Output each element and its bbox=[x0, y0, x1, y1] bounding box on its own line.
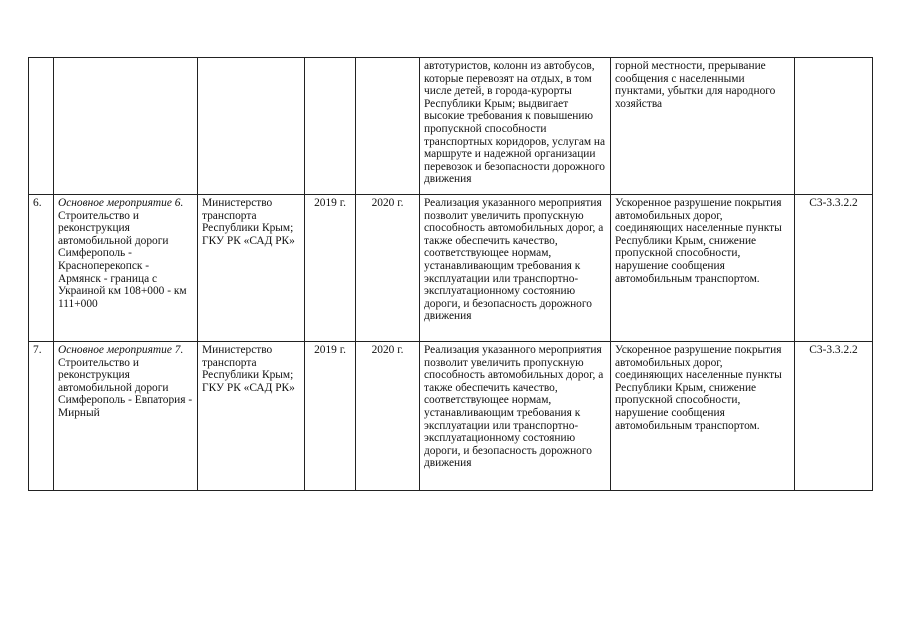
consequences-cell: Ускоренное разрушение покрытия автомобильных дорог, соединяющих населенные пункты Республики Крым, снижение пропускной способности, нарушение сообщения автомобильным транспортом. bbox=[611, 195, 795, 342]
event-text: Строительство и реконструкция автомобильной дороги Симферополь - Евпатория - Мирный bbox=[58, 356, 193, 419]
end-year-cell: 2020 г. bbox=[356, 342, 420, 491]
consequences-cell: горной местности, прерывание сообщения с населенными пунктами, убытки для народного хозяйства bbox=[611, 58, 795, 195]
measures-table bbox=[28, 57, 873, 491]
end-year-cell: 2020 г. bbox=[356, 195, 420, 342]
result-cell: Реализация указанного мероприятия позволит увеличить пропускную способность автомобильных дорог, а также обеспечить качество, соответствующее нормам, устанавливающим требования к эксплуатации или транспортно-эксплуатационному состоянию дороги, и безопасность дорожного движения bbox=[420, 342, 611, 491]
start-year-cell: 2019 г. bbox=[305, 195, 356, 342]
event-italic: Основное мероприятие 6. bbox=[58, 197, 184, 209]
executor-cell bbox=[198, 58, 305, 195]
consequences-cell: Ускоренное разрушение покрытия автомобильных дорог, соединяющих населенные пункты Республики Крым, снижение пропускной способности, нарушение сообщения автомобильным транспортом. bbox=[611, 342, 795, 491]
row-number: 7. bbox=[29, 342, 54, 491]
table-row bbox=[29, 58, 873, 195]
event-cell bbox=[54, 195, 198, 342]
executor-cell: Министерство транспорта Республики Крым; ГКУ РК «САД РК» bbox=[198, 342, 305, 491]
link-cell: С3-3.3.2.2 bbox=[795, 195, 873, 342]
table-row bbox=[29, 195, 873, 342]
event-cell bbox=[54, 58, 198, 195]
event-text: Строительство и реконструкция автомобильной дороги Симферополь - Красноперекопск - Армянск - граница с Украиной км 108+000 - км 111+000 bbox=[58, 209, 187, 310]
result-cell: Реализация указанного мероприятия позволит увеличить пропускную способность автомобильных дорог, а также обеспечить качество, соответствующее нормам, устанавливающим требования к эксплуатации или транспортно-эксплуатационному состоянию дороги, и безопасность дорожного движения bbox=[420, 195, 611, 342]
end-year-cell bbox=[356, 58, 420, 195]
event-cell bbox=[54, 342, 198, 491]
event-italic: Основное мероприятие 7. bbox=[58, 344, 184, 356]
link-cell bbox=[795, 58, 873, 195]
executor-cell: Министерство транспорта Республики Крым; ГКУ РК «САД РК» bbox=[198, 195, 305, 342]
row-number bbox=[29, 58, 54, 195]
link-cell: С3-3.3.2.2 bbox=[795, 342, 873, 491]
result-cell: автотуристов, колонн из автобусов, которые перевозят на отдых, в том числе детей, в города-курорты Республики Крым; выдвигает высокие требования к повышению пропускной способности транспортных коридоров, услугам на маршруте и надежной организации перевозок и безопасности дорожного движения bbox=[420, 58, 611, 195]
start-year-cell bbox=[305, 58, 356, 195]
table-row bbox=[29, 342, 873, 491]
start-year-cell: 2019 г. bbox=[305, 342, 356, 491]
row-number: 6. bbox=[29, 195, 54, 342]
